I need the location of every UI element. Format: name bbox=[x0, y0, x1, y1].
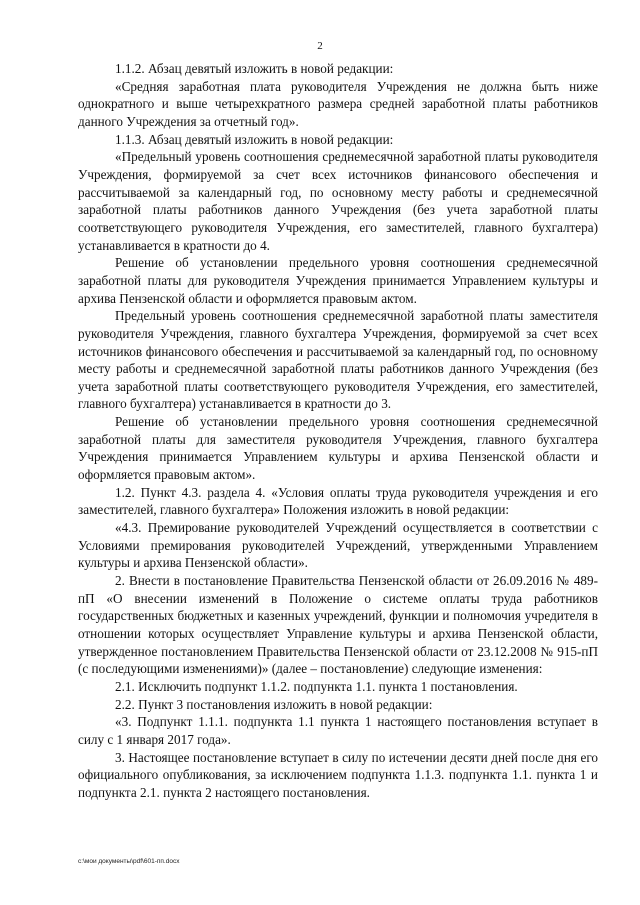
paragraph-2: 2. Внести в постановление Правительства Пензенской области от 26.09.2016 № 489-пП «О внесении изменений в Положение о системе оплаты труда работников государственных бюджетных и казенных учреждений, функции и полномочия учредителя в отношении которых осуществляет Управление культуры и архива Пензенской области, утвержденное постановлением Правительства Пензенской области от 23.12.2008 № 915-пП (с последующими изменениями)» (далее – постановление) следующие изменения: bbox=[78, 573, 598, 677]
paragraph-3: 3. Настоящее постановление вступает в силу по истечении десяти дней после дня его официального опубликования, за исключением подпункта 1.1.3. подпункта 1.1. пункта 1 и подпункта 2.1. пункта 2 настоящего постановления. bbox=[78, 749, 598, 800]
paragraph-4-3: «4.3. Премирование руководителей Учреждений осуществляется в соответствии с Условиями премирования руководителей Учреждений, утвержденными Управлением культуры и архива Пензенской области». bbox=[78, 520, 598, 571]
paragraph-average-salary: «Средняя заработная плата руководителя Учреждения не должна быть ниже однократного и выше четырехкратного размера средней заработной платы работников данного Учреждения за отчетный год». bbox=[78, 78, 598, 129]
paragraph-ratio-deputy: Предельный уровень соотношения среднемесячной заработной платы заместителя руководителя Учреждения, главного бухгалтера Учреждения, формируемой за счет всех источников финансового обеспечения и рассчитываемой за календарный год, по основному месту работы и среднемесячной заработной платы работников данного Учреждения (без учета заработной платы соответствующего руководителя Учреждения, его заместителей, главного бухгалтера) устанавливается в кратности до 3. bbox=[78, 308, 598, 412]
document-body bbox=[78, 60, 598, 802]
paragraph-2-1: 2.1. Исключить подпункт 1.1.2. подпункта 1.1. пункта 1 постановления. bbox=[115, 678, 518, 694]
paragraph-1-2: 1.2. Пункт 4.3. раздела 4. «Условия оплаты труда руководителя учреждения и его заместителей, главного бухгалтера» Положения изложить в новой редакции: bbox=[78, 484, 598, 518]
paragraph-2-2-text: «3. Подпункт 1.1.1. подпункта 1.1 пункта 1 настоящего постановления вступает в силу с 1 января 2017 года». bbox=[78, 714, 598, 747]
paragraph-decision-deputy: Решение об установлении предельного уровня соотношения среднемесячной заработной платы для заместителя руководителя Учреждения, главного бухгалтера Учреждения принимается Управлением культуры и архива Пензенской области и оформляется правовым актом». bbox=[78, 414, 598, 483]
file-path-footer: c:\мои документы\pdf\601-пп.docx bbox=[78, 858, 180, 865]
page-number: 2 bbox=[317, 40, 323, 52]
paragraph-1-1-3-heading: 1.1.3. Абзац девятый изложить в новой редакции: bbox=[115, 131, 394, 147]
paragraph-1-1-2-heading: 1.1.2. Абзац девятый изложить в новой редакции: bbox=[115, 61, 394, 76]
paragraph-ratio-director: «Предельный уровень соотношения среднемесячной заработной платы руководителя Учреждения, формируемой за счет всех источников финансового обеспечения и рассчитываемой за календарный год, по основному месту работы и среднемесячной заработной платы работников данного Учреждения (без учета заработной платы соответствующего руководителя Учреждения, его заместителей, главного бухгалтера) устанавливается в кратности до 4. bbox=[78, 149, 598, 253]
paragraph-2-2: 2.2. Пункт 3 постановления изложить в новой редакции: bbox=[115, 696, 433, 712]
paragraph-decision-director: Решение об установлении предельного уровня соотношения среднемесячной заработной платы для руководителя Учреждения принимается Управлением культуры и архива Пензенской области и оформляется правовым актом. bbox=[78, 255, 598, 306]
